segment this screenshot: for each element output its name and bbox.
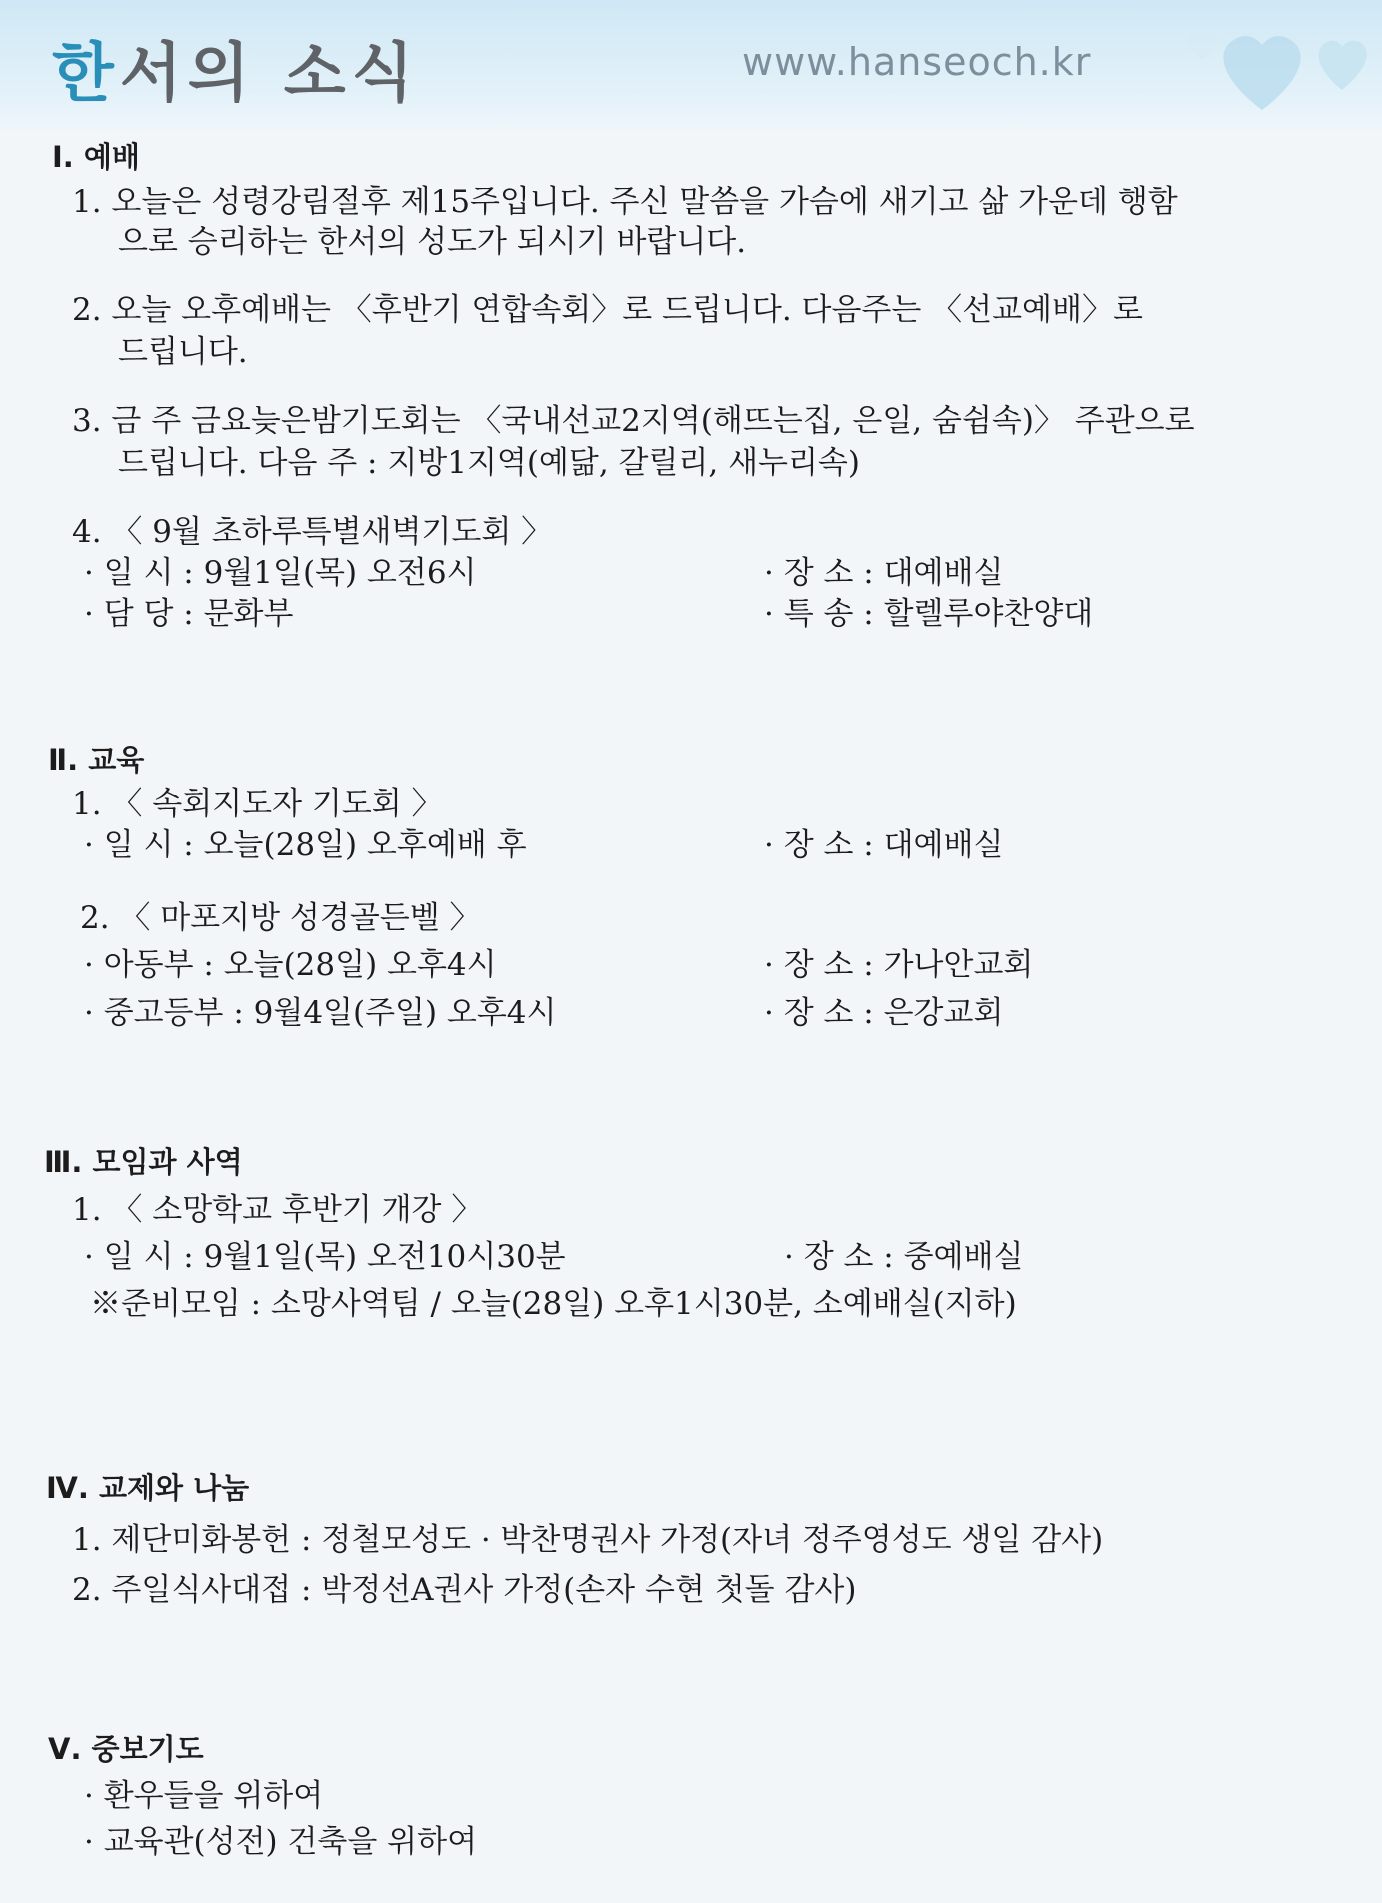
worship-item-3-line-2: 드립니다. 다음 주 : 지방1지역(예닮, 갈릴리, 새누리속) (118, 445, 860, 481)
section-1-title: Ⅰ. 예배 (52, 140, 140, 174)
ministry-item-1-date: · 일 시 : 9월1일(목) 오전10시30분 (84, 1239, 566, 1275)
worship-item-2-line-2: 드립니다. (118, 334, 248, 370)
ministry-item-1-title: 1. 〈 소망학교 후반기 개강 〉 (72, 1192, 483, 1228)
prayer-item-2: · 교육관(성전) 건축을 위하여 (84, 1824, 478, 1860)
education-item-1-title: 1. 〈 속회지도자 기도회 〉 (72, 786, 443, 822)
worship-item-1-line-1: 1. 오늘은 성령강림절후 제15주입니다. 주신 말씀을 가슴에 새기고 삶 가운데 행함 (72, 184, 1178, 220)
fellowship-item-1: 1. 제단미화봉헌 : 정철모성도 · 박찬명권사 가정(자녀 정주영성도 생일 감사) (72, 1522, 1104, 1558)
worship-item-4-date: · 일 시 : 9월1일(목) 오전6시 (84, 555, 477, 591)
worship-item-4-charge: · 담 당 : 문화부 (84, 596, 294, 632)
worship-item-4-place: · 장 소 : 대예배실 (764, 555, 1004, 591)
section-3-title: Ⅲ. 모임과 사역 (44, 1145, 243, 1179)
section-4-title: Ⅳ. 교제와 나눔 (46, 1471, 250, 1505)
worship-item-4-title: 4. 〈 9월 초하루특별새벽기도회 〉 (72, 514, 553, 550)
education-item-1-place: · 장 소 : 대예배실 (764, 827, 1004, 863)
section-2-title: Ⅱ. 교육 (48, 743, 145, 777)
education-item-1-date: · 일 시 : 오늘(28일) 오후예배 후 (84, 827, 527, 863)
education-item-2-title: 2. 〈 마포지방 성경골든벨 〉 (80, 900, 481, 936)
section-5-title: Ⅴ. 중보기도 (48, 1732, 204, 1766)
worship-item-2-line-1: 2. 오늘 오후예배는 〈후반기 연합속회〉로 드립니다. 다음주는 〈선교예배〉로 (72, 292, 1143, 328)
prayer-item-1: · 환우들을 위하여 (84, 1778, 324, 1814)
education-item-2-youth: · 중고등부 : 9월4일(주일) 오후4시 (84, 995, 557, 1031)
education-item-2-children-place: · 장 소 : 가나안교회 (764, 947, 1034, 983)
logo-accent: 한 (52, 37, 120, 111)
education-item-2-youth-place: · 장 소 : 은강교회 (764, 995, 1004, 1031)
worship-item-1-line-2: 으로 승리하는 한서의 성도가 되시기 바랍니다. (118, 224, 747, 260)
logo-text: 서의 소식 (119, 37, 420, 111)
ministry-item-1-place: · 장 소 : 중예배실 (784, 1239, 1024, 1275)
education-item-2-children: · 아동부 : 오늘(28일) 오후4시 (84, 947, 497, 983)
worship-item-4-special-song: · 특 송 : 할렐루야찬양대 (764, 596, 1094, 632)
ministry-item-1-note: ※준비모임 : 소망사역팀 / 오늘(28일) 오후1시30분, 소예배실(지하) (90, 1286, 1017, 1322)
worship-item-3-line-1: 3. 금 주 금요늦은밤기도회는 〈국내선교2지역(해뜨는집, 은일, 숨쉼속)〉 주관으로 (72, 403, 1195, 439)
website-url[interactable]: www.hanseoch.kr (742, 40, 1092, 84)
fellowship-item-2: 2. 주일식사대접 : 박정선A권사 가정(손자 수현 첫돌 감사) (72, 1572, 857, 1608)
